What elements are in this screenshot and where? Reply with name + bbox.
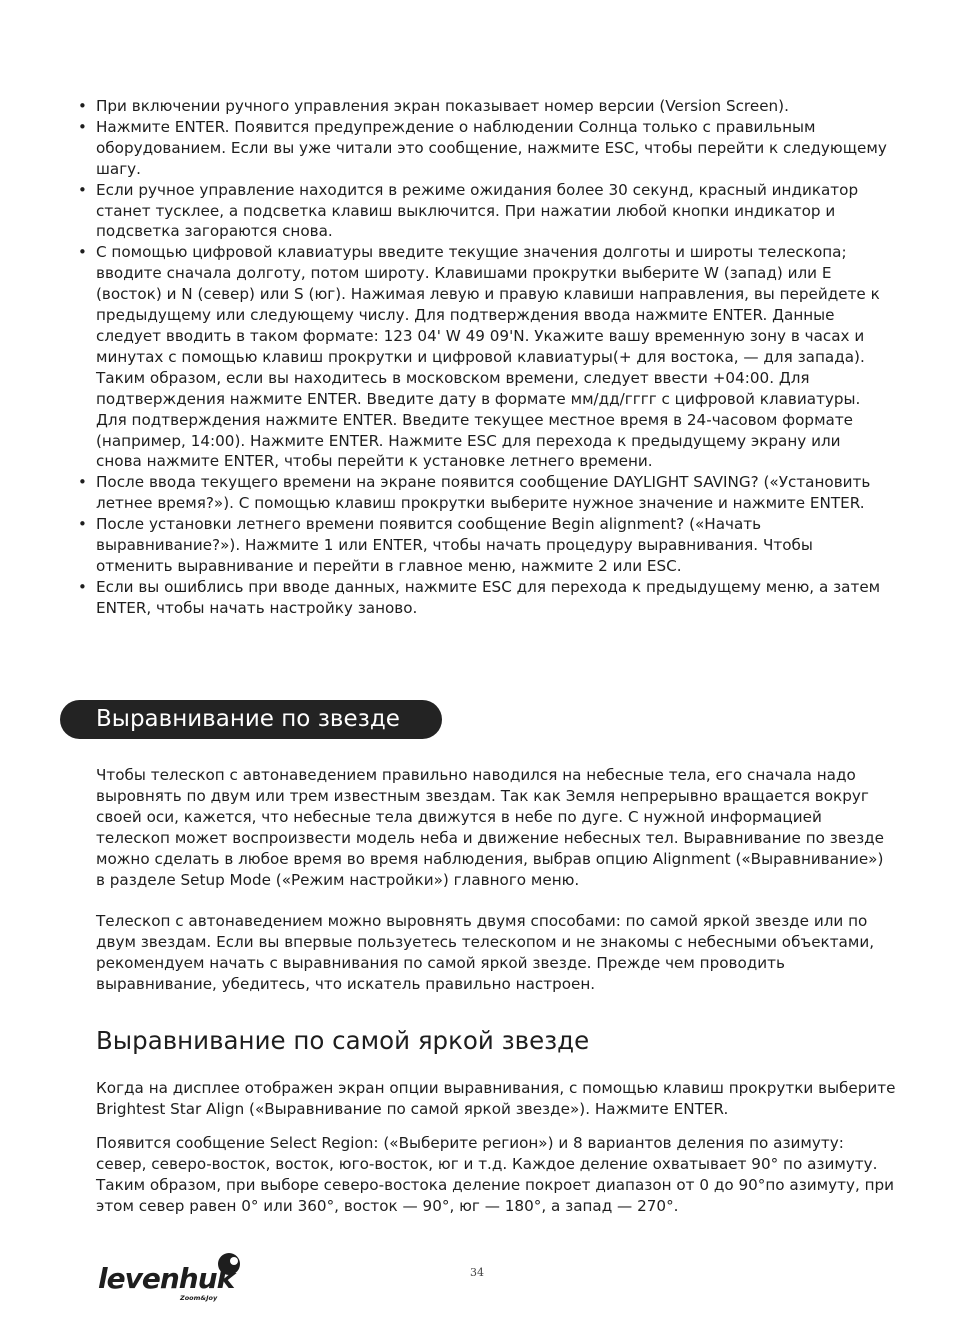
instruction-list: [78, 96, 890, 619]
levenhuk-logo: [98, 1250, 248, 1302]
page-number: 34: [470, 1266, 484, 1279]
list-item: • При включении ручного управления экран показывает номер версии (Version Screen).: [78, 96, 890, 117]
list-item: • С помощью цифровой клавиатуры введите текущие значения долготы и широты телескопа; вводите сначала долготу, потом широту. Клавишами прокрутки выберите W (запад) или E (восток) и N (север) или S (юг). Нажимая левую и правую клавиши направления, вы перейдете к предыдущему или следующему числу. Для подтверждения ввода нажмите ENTER. Данные следует вводить в таком формате: 123 04' W 49 09'N. Укажите вашу временную зону в часах и минутах с помощью клавиш прокрутки и цифровой клавиатуры(+ для востока, — для запада). Таким образом, если вы находитесь в московском времени, следует ввести +04:00. Для подтверждения нажмите ENTER. Введите дату в формате мм/дд/гггг с цифровой клавиатуры. Для подтверждения нажмите ENTER. Введите текущее местное время в 24-часовом формате (например, 14:00). Нажмите ENTER. Нажмите ESC для перехода к предыдущему экрану или снова нажмите ENTER, чтобы перейти к установке летнего времени.: [78, 242, 890, 472]
logo-tagline: Zoom&Joy: [180, 1294, 218, 1302]
list-item: • Если ручное управление находится в режиме ожидания более 30 секунд, красный индикатор станет тусклее, а подсветка клавиш выключится. При нажатии любой кнопки индикатор и подсветка загораются снова.: [78, 180, 890, 243]
section-heading: Выравнивание по звезде: [60, 700, 442, 739]
list-item: • Нажмите ENTER. Появится предупреждение о наблюдении Солнца только с правильным оборудованием. Если вы уже читали это сообщение, нажмите ESC, чтобы перейти к следующему шагу.: [78, 117, 890, 180]
list-item: • Если вы ошиблись при вводе данных, нажмите ESC для перехода к предыдущему меню, а затем ENTER, чтобы начать настройку заново.: [78, 577, 890, 619]
section-paragraph: Чтобы телескоп с автонаведением правильно наводился на небесные тела, его сначала надо выровнять по двум или трем известным звездам. Так как Земля непрерывно вращается вокруг своей оси, кажется, что небесные тела движутся в небе по дуге. С нужной информацией телескоп может воспроизвести модель неба и движение небесных тел. Выравнивание по звезде можно сделать в любое время во время наблюдения, выбрав опцию Alignment («Выравнивание») в разделе Setup Mode («Режим настройки») главного меню.: [96, 766, 885, 889]
subsection-paragraph: Когда на дисплее отображен экран опции выравнивания, с помощью клавиш прокрутки выберите Brightest Star Align («Выравнивание по самой яркой звезде»). Нажмите ENTER.: [96, 1079, 896, 1118]
section-paragraph: Телескоп с автонаведением можно выровнять двумя способами: по самой яркой звезде или по двум звездам. Если вы впервые пользуетесь телескопом и не знакомы с небесными объектами, рекомендуем начать с выравнивания по самой яркой звезде. Прежде чем проводить выравнивание, убедитесь, что искатель правильно настроен.: [96, 912, 875, 993]
list-item: • После установки летнего времени появится сообщение Begin alignment? («Начать выравнивание?»). Нажмите 1 или ENTER, чтобы начать процедуру выравнивания. Чтобы отменить выравнивание и перейти в главное меню, нажмите 2 или ESC.: [78, 514, 890, 577]
subsection-heading: Выравнивание по самой яркой звезде: [96, 1026, 590, 1055]
subsection-paragraph: Появится сообщение Select Region: («Выберите регион») и 8 вариантов деления по азимуту: север, северо-восток, восток, юго-восток, юг и т.д. Каждое деление охватывает 90° по азимуту. Таким образом, при выборе северо-востока деление покроет диапазон от 0 до 90°по азимуту, при этом север равен 0° или 360°, восток — 90°, юг — 180°, а запад — 270°.: [96, 1134, 895, 1215]
list-item: • После ввода текущего времени на экране появится сообщение DAYLIGHT SAVING? («Установить летнее время?»). С помощью клавиш прокрутки выберите нужное значение и нажмите ENTER.: [78, 472, 890, 514]
logo-wordmark: levenhuk: [98, 1262, 235, 1295]
